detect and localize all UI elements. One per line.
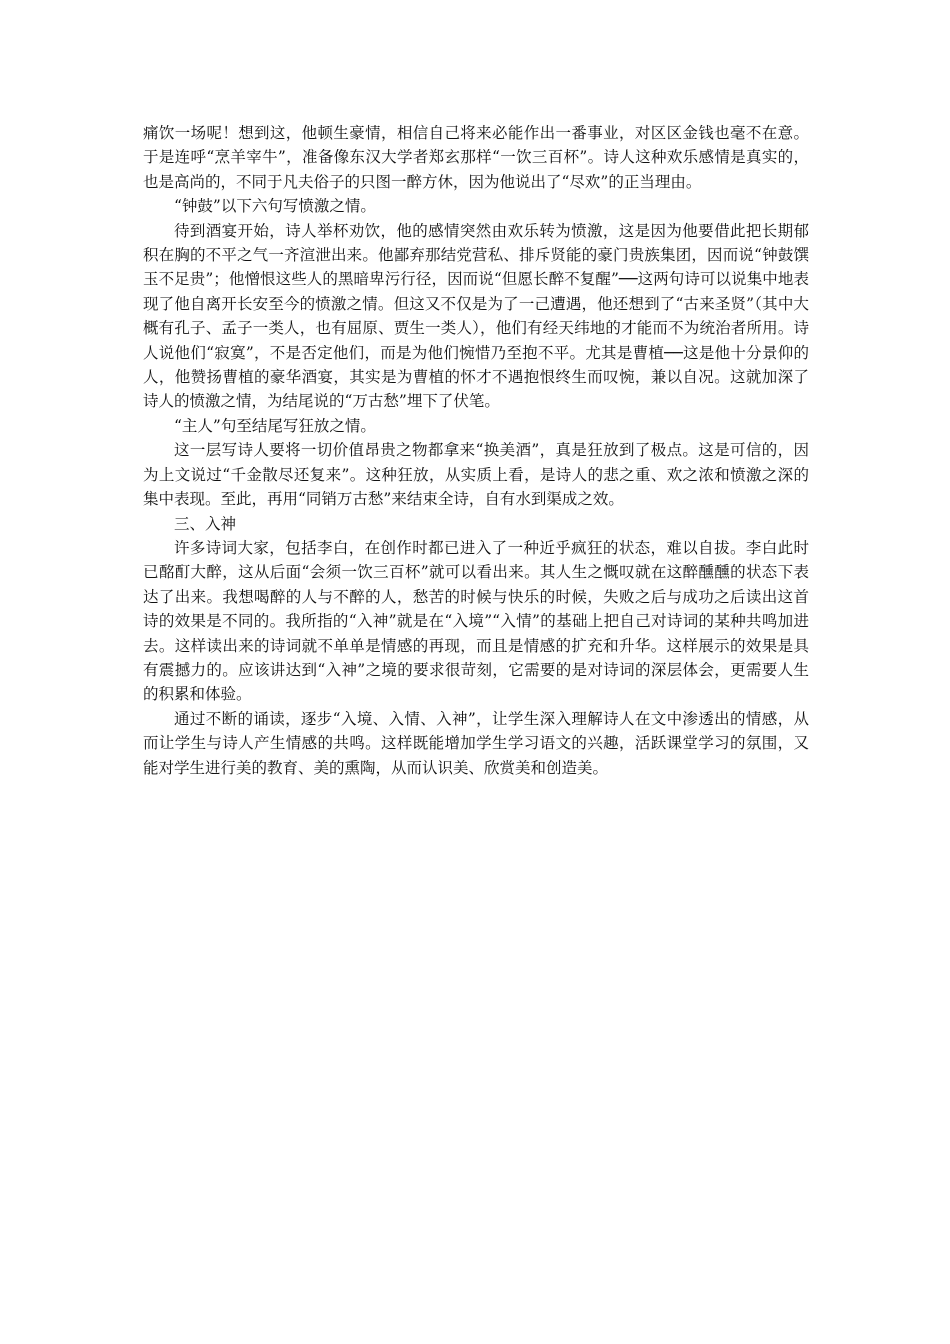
paragraph-host-heading: “主人”句至结尾写狂放之情。 <box>174 416 376 435</box>
paragraph-wine: 这一层写诗人要将一切价值昂贵之物都拿来“换美酒”，真是狂放到了极点。这是可信的，因为上文说过“千金散尽还复来”。这种狂放，从实质上看，是诗人的悲之重、欢之浓和愤激之深的集中表现。至此，再用“同销万古愁”来结束全诗，自有水到渠成之效。 <box>143 441 809 509</box>
paragraph-conclusion: 通过不断的诵读，逐步“入境、入情、入神”，让学生深入理解诗人在文中渗透出的情感，从而让学生与诗人产生情感的共鸣。这样既能增加学生学习语文的兴趣，活跃课堂学习的氛围，又能对学生进行美的教育、美的熏陶，从而认识美、欣赏美和创造美。 <box>143 709 809 777</box>
paragraph-ru-shen: 许多诗词大家，包括李白，在创作时都已进入了一种近乎疯狂的状态，难以自拔。李白此时已酩酊大醉，这从后面“会须一饮三百杯”就可以看出来。其人生之慨叹就在这醉醺醺的状态下表达了出来。我想喝醉的人与不醉的人，愁苦的时候与快乐的时候，失败之后与成功之后读出这首诗的效果是不同的。我所指的“入神”就是在“入境”“入情”的基础上把自己对诗词的某种共鸣加进去。这样读出来的诗词就不单单是情感的再现，而且是情感的扩充和升华。这样展示的效果是具有震撼力的。应该讲达到“入神”之境的要求很苛刻，它需要的是对诗词的深层体会，更需要人生的积累和体验。 <box>143 538 809 704</box>
paragraph-banquet: 待到酒宴开始，诗人举杯劝饮，他的感情突然由欢乐转为愤激，这是因为他要借此把长期郁积在胸的不平之气一齐渲泄出来。他鄙弃那结党营私、排斥贤能的豪门贵族集团，因而说“钟鼓馔玉不足贵”；他憎恨这些人的黑暗卑污行径，因而说“但愿长醉不复醒”──这两句诗可以说集中地表现了他自离开长安至今的愤激之情。但这又不仅是为了一己遭遇，他还想到了“古来圣贤”（其中大概有孔子、孟子一类人，也有屈原、贾生一类人），他们有经天纬地的才能而不为统治者所用。诗人说他们“寂寞”，不是否定他们，而是为他们惋惜乃至抱不平。尤其是曹植──这是他十分景仰的人，他赞扬曹植的豪华酒宴，其实是为曹植的怀才不遇抱恨终生而叹惋，兼以自况。这就加深了诗人的愤激之情，为结尾说的“万古愁”埋下了伏笔。 <box>143 221 809 411</box>
paragraph-continuation: 痛饮一场呢！想到这，他顿生豪情，相信自己将来必能作出一番事业，对区区金钱也毫不在意。于是连呼“烹羊宰牛”，准备像东汉大学者郑玄那样“一饮三百杯”。诗人这种欢乐感情是真实的，也是高尚的，不同于凡夫俗子的只图一醉方休，因为他说出了“尽欢”的正当理由。 <box>143 124 809 191</box>
section-heading-ru-shen: 三、入神 <box>174 514 237 533</box>
paragraph-bell-heading: “钟鼓”以下六句写愤激之情。 <box>174 197 376 216</box>
document-body <box>143 121 809 780</box>
